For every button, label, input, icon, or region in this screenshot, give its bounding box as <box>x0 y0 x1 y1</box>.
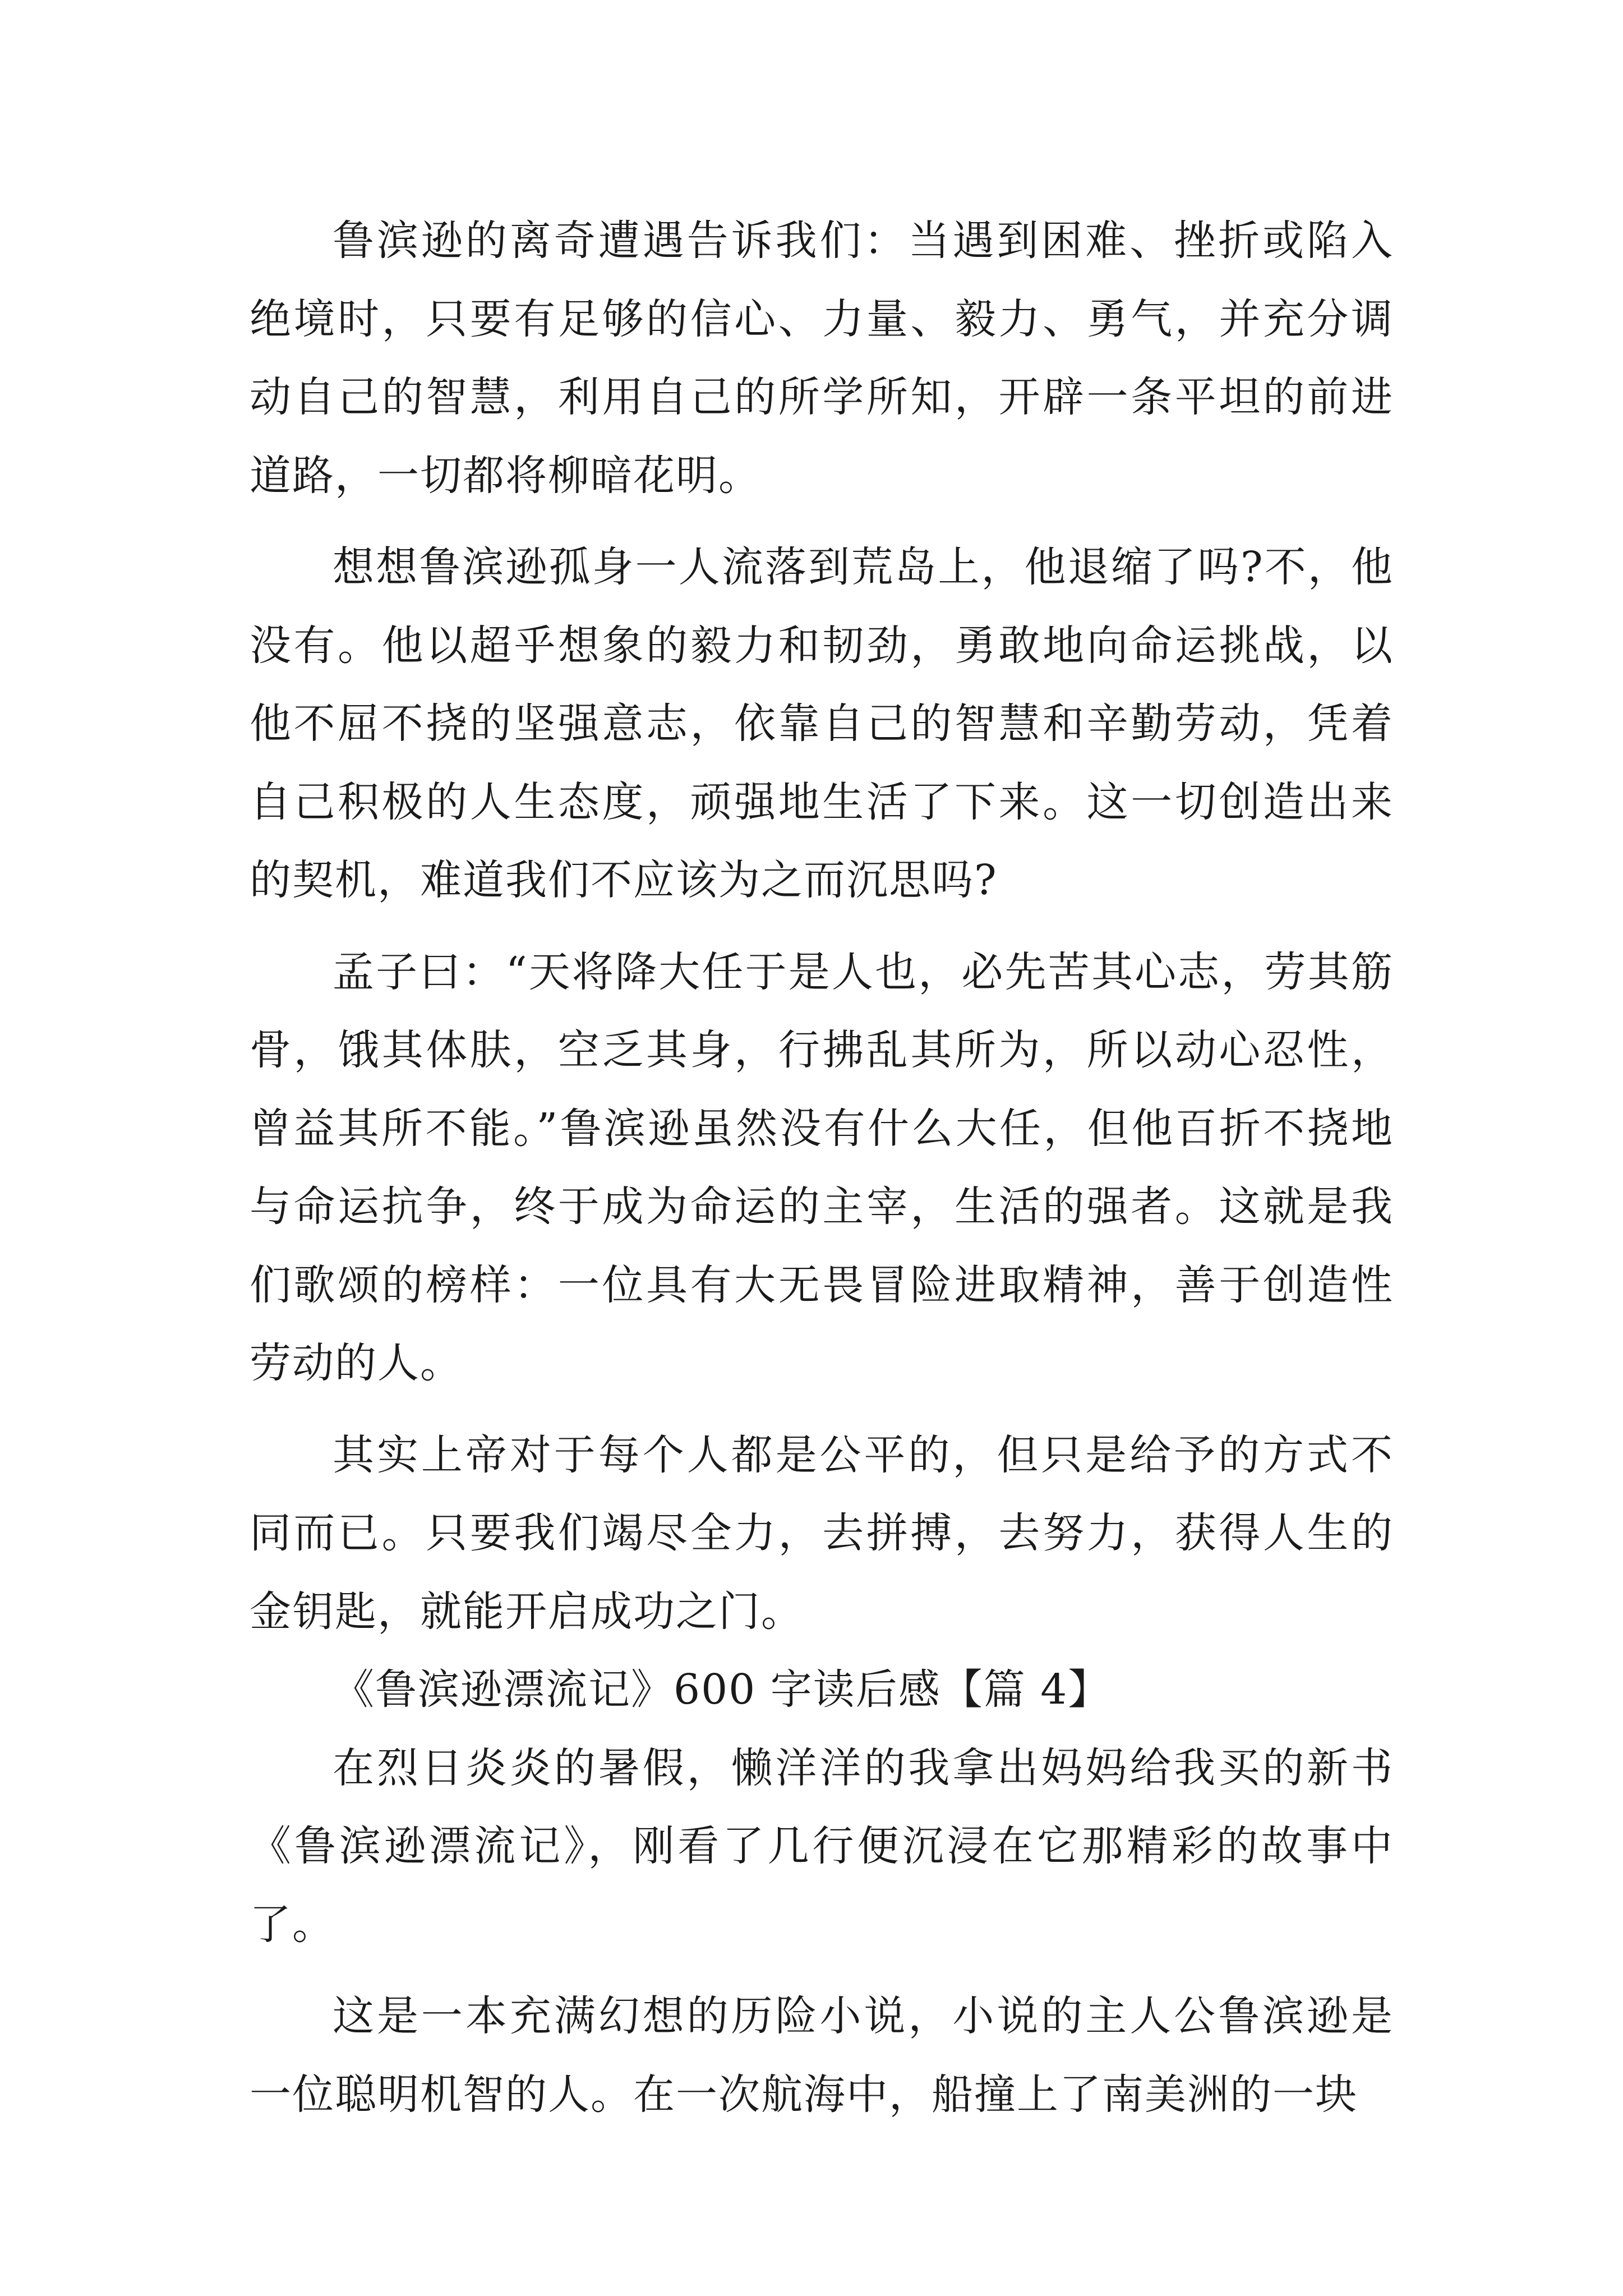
section-heading: 《鲁滨逊漂流记》600 字读后感【篇 4】 <box>333 1665 1111 1714</box>
paragraph-1: 鲁滨逊的离奇遭遇告诉我们：当遇到困难、挫折或陷入绝境时，只要有足够的信心、力量、毅力、勇气，并充分调动自己的智慧，利用自己的所学所知，开辟一条平坦的前进道路，一切都将柳暗花明。 <box>250 217 1394 500</box>
paragraph-5: 在烈日炎炎的暑假，懒洋洋的我拿出妈妈给我买的新书《鲁滨逊漂流记》，刚看了几行便沉浸在它那精彩的故事中了。 <box>250 1743 1394 1949</box>
paragraph-2: 想想鲁滨逊孤身一人流落到荒岛上，他退缩了吗?不，他没有。他以超乎想象的毅力和韧劲，勇敢地向命运挑战，以他不屈不挠的坚强意志，依靠自己的智慧和辛勤劳动，凭着自己积极的人生态度，顽强地生活了下来。这一切创造出来的契机，难道我们不应该为之而沉思吗? <box>250 543 1394 904</box>
paragraph-6: 这是一本充满幻想的历险小说，小说的主人公鲁滨逊是一位聪明机智的人。在一次航海中，船撞上了南美洲的一块 <box>250 1992 1394 2119</box>
paragraph-3: 孟子曰：“天将降大任于是人也，必先苦其心志，劳其筋骨，饿其体肤，空乏其身，行拂乱其所为，所以动心忍性，曾益其所不能。”鲁滨逊虽然没有什么大任，但他百折不挠地与命运抗争，终于成为命运的主宰，生活的强者。这就是我们歌颂的榜样：一位具有大无畏冒险进取精神，善于创造性劳动的人。 <box>250 947 1394 1387</box>
paragraph-4: 其实上帝对于每个人都是公平的，但只是给予的方式不同而已。只要我们竭尽全力，去拼搏，去努力，获得人生的金钥匙，就能开启成功之门。 <box>250 1430 1394 1636</box>
document-page <box>250 202 1394 2134</box>
